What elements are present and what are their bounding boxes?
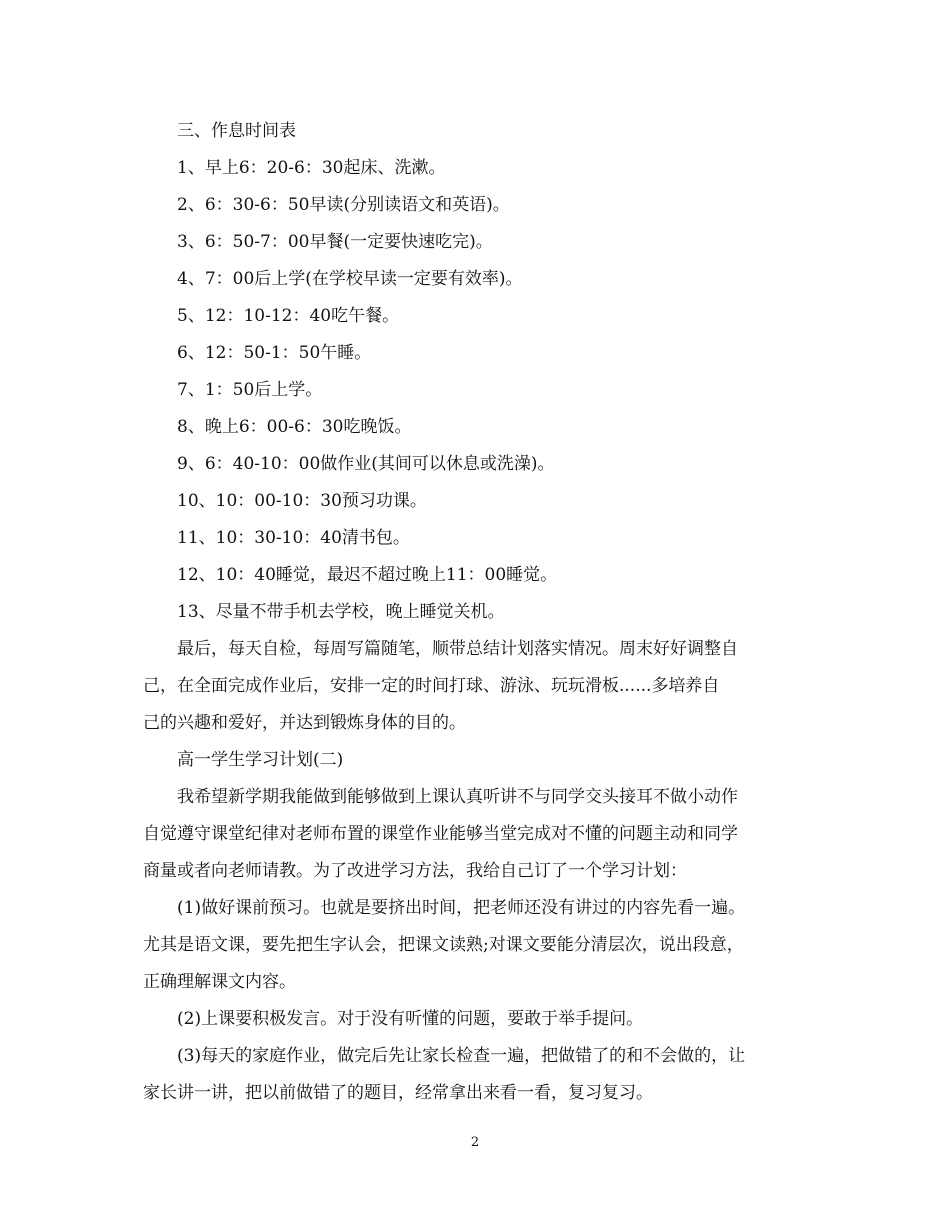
schedule-item: 10、10：00-10：30预习功课。 [177, 491, 427, 511]
schedule-item: 4、7：00后上学(在学校早读一定要有效率)。 [177, 269, 523, 289]
paragraph-line: 自觉遵守课堂纪律对老师布置的课堂作业能够当堂完成对不懂的问题主动和同学 [143, 824, 738, 844]
plan-item: 家长讲一讲，把以前做错了的题目，经常拿出来看一看，复习复习。 [143, 1083, 653, 1103]
plan-item: (2)上课要积极发言。对于没有听懂的问题，要敢于举手提问。 [177, 1009, 644, 1029]
schedule-item: 5、12：10-12：40吃午餐。 [177, 306, 400, 326]
schedule-item: 8、晚上6：00-6：30吃晚饭。 [177, 417, 412, 437]
schedule-item: 6、12：50-1：50午睡。 [177, 343, 372, 363]
schedule-item: 7、1：50后上学。 [177, 380, 323, 400]
paragraph-line: 我希望新学期我能做到能够做到上课认真听讲不与同学交头接耳不做小动作 [177, 787, 738, 807]
schedule-item: 1、早上6：20-6：30起床、洗漱。 [177, 158, 446, 178]
section-heading: 高一学生学习计划(二) [177, 750, 344, 770]
schedule-item: 9、6：40-10：00做作业(其间可以休息或洗澡)。 [177, 454, 555, 474]
schedule-item: 3、6：50-7：00早餐(一定要快速吃完)。 [177, 232, 493, 252]
page-number: 2 [470, 1135, 480, 1150]
paragraph-line: 最后，每天自检，每周写篇随笔，顺带总结计划落实情况。周末好好调整自 [177, 639, 738, 659]
plan-item: (3)每天的家庭作业，做完后先让家长检查一遍，把做错了的和不会做的，让 [177, 1046, 746, 1066]
section-heading: 三、作息时间表 [177, 121, 296, 141]
plan-item: 正确理解课文内容。 [143, 972, 296, 992]
paragraph-line: 己的兴趣和爱好，并达到锻炼身体的目的。 [143, 713, 466, 733]
schedule-item: 11、10：30-10：40清书包。 [177, 528, 410, 548]
paragraph-line: 商量或者向老师请教。为了改进学习方法，我给自己订了一个学习计划： [143, 861, 687, 881]
schedule-item: 13、尽量不带手机去学校，晚上睡觉关机。 [177, 602, 505, 622]
plan-item: (1)做好课前预习。也就是要挤出时间，把老师还没有讲过的内容先看一遍。 [177, 898, 746, 918]
plan-item: 尤其是语文课，要先把生字认会，把课文读熟;对课文要能分清层次，说出段意， [143, 935, 744, 955]
schedule-item: 12、10：40睡觉，最迟不超过晚上11：00睡觉。 [177, 565, 558, 585]
schedule-item: 2、6：30-6：50早读(分别读语文和英语)。 [177, 195, 510, 215]
paragraph-line: 己，在全面完成作业后，安排一定的时间打球、游泳、玩玩滑板......多培养自 [143, 676, 720, 696]
document-body [143, 113, 807, 1112]
